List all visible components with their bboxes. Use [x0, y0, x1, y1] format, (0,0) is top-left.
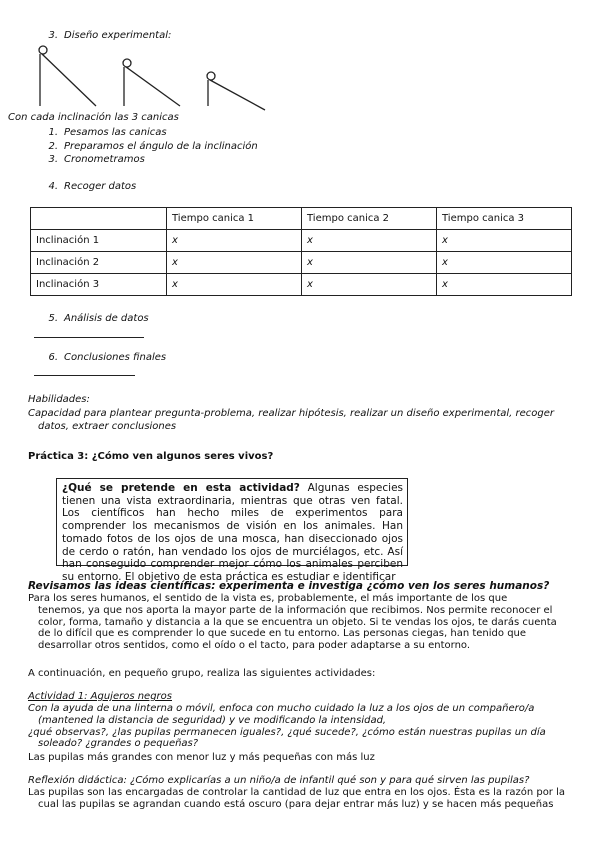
table-cell: x	[167, 252, 302, 274]
analysis-heading: 5. Análisis de datos	[48, 313, 149, 324]
incline-2	[123, 59, 180, 106]
table-cell: x	[437, 252, 572, 274]
reflection-line: cual las pupilas se agrandan cuando está oscuro (para dejar entrar más luz) y se hacen más pequeñas	[38, 798, 554, 810]
activity1-line: ¿qué observas?, ¿las pupilas permanecen iguales?, ¿qué sucede?, ¿cómo están nuestras pupilas un día	[28, 726, 546, 738]
activity1-title: Actividad 1: Agujeros negros	[28, 691, 172, 702]
activity1-line: soleado? ¿grandes o pequeñas?	[38, 738, 199, 750]
review-line: color, forma, tamaño y distancia a la que se encuentra un objeto. Si te vendas los ojos, te darás cuenta	[38, 616, 557, 628]
collect-heading: 4. Recoger datos	[48, 181, 137, 192]
design-heading: 3. Diseño experimental:	[48, 30, 172, 41]
review-title: Revisamos las ideas científicas: experimenta e investiga ¿cómo ven los seres humanos?	[28, 580, 550, 592]
review-line: desarrollar otros sentidos, como el oído o el tacto, para poder adaptarse a su entorno.	[38, 640, 471, 652]
review-line: Para los seres humanos, el sentido de la vista es, probablemente, el más importante de los que	[28, 593, 508, 604]
procedure-steps	[40, 126, 258, 167]
review-paragraph	[28, 593, 557, 652]
review-line: de lo difícil que es comprender lo que sucede en tu entorno. Las personas ciegas, han tenido que	[38, 628, 527, 640]
table-row	[31, 252, 572, 274]
incline-diagram	[30, 44, 280, 114]
incline-1	[39, 46, 96, 106]
conclusions-answer-line	[34, 375, 135, 376]
table-cell: x	[302, 274, 437, 296]
table-row	[31, 274, 572, 296]
practice-title: Práctica 3: ¿Cómo ven algunos seres vivos?	[28, 451, 274, 462]
review-line: tenemos, ya que nos aporta la mayor parte de la información que recibimos. Nos permite reconocer el	[38, 604, 553, 616]
table-cell: x	[167, 230, 302, 252]
table-cell: x	[302, 252, 437, 274]
table-header-cell: Tiempo canica 2	[302, 208, 437, 230]
group-intro: A continuación, en pequeño grupo, realiza las siguientes actividades:	[28, 668, 376, 679]
conclusions-heading: 6. Conclusiones finales	[48, 352, 167, 363]
table-header-cell: Tiempo canica 3	[437, 208, 572, 230]
procedure-step: 2. Preparamos el ángulo de la inclinación	[48, 140, 258, 152]
table-cell: x	[437, 274, 572, 296]
procedure-step: 1. Pesamos las canicas	[48, 127, 167, 138]
table-cell: x	[437, 230, 572, 252]
table-header-cell	[31, 208, 167, 230]
row-label: Inclinación 3	[31, 274, 167, 296]
activity1-line: Con la ayuda de una linterna o móvil, enfoca con mucho cuidado la luz a los ojos de un compañero/a	[28, 703, 535, 714]
skills-line: Capacidad para plantear pregunta-problema, realizar hipótesis, realizar un diseño experimental, recoger	[28, 408, 555, 419]
table-cell: x	[167, 274, 302, 296]
activity1-answer: Las pupilas más grandes con menor luz y más pequeñas con más luz	[28, 752, 375, 763]
procedure-step: 3. Cronometramos	[48, 154, 145, 165]
reflection-line: Las pupilas son las encargadas de controlar la cantidad de luz que entra en los ojos. Ésta es la razón por la	[28, 787, 566, 798]
activity1-instructions	[28, 703, 546, 750]
data-table	[30, 207, 572, 296]
row-label: Inclinación 1	[31, 230, 167, 252]
analysis-answer-line	[34, 337, 144, 338]
table-cell: x	[302, 230, 437, 252]
box-text: Algunas especies tienen una vista extraordinaria, mientras que otras ven fatal. Los científicos han hecho miles de experimentos para comprender los mecanismos de visión en los animales. Han tomado fotos de los ojos de una mosca, han diseccionado ojos de cerdo o ratón, han vendado los ojos de murciélagos, etc. Así han conseguido comprender mejor cómo los animales perciben su entorno. El objetivo de esta práctica es estudiar e identificar	[62, 482, 404, 583]
procedure-intro: Con cada inclinación las 3 canicas	[8, 112, 179, 123]
row-label: Inclinación 2	[31, 252, 167, 274]
table-header-cell: Tiempo canica 1	[167, 208, 302, 230]
incline-3	[207, 72, 265, 110]
skills-line: datos, extraer conclusiones	[38, 421, 177, 432]
activity1-line: (mantened la distancia de seguridad) y ve modificando la intensidad,	[38, 714, 387, 726]
reflection-answer	[28, 787, 565, 811]
box-lead: ¿Qué se pretende en esta actividad?	[62, 482, 300, 494]
table-row	[31, 230, 572, 252]
table-header-row	[31, 208, 572, 230]
skills-title: Habilidades:	[28, 394, 90, 405]
reflection-question: Reflexión didáctica: ¿Cómo explicarías a un niño/a de infantil qué son y para qué sirven las pupilas?	[28, 775, 530, 786]
objective-box	[56, 478, 408, 583]
